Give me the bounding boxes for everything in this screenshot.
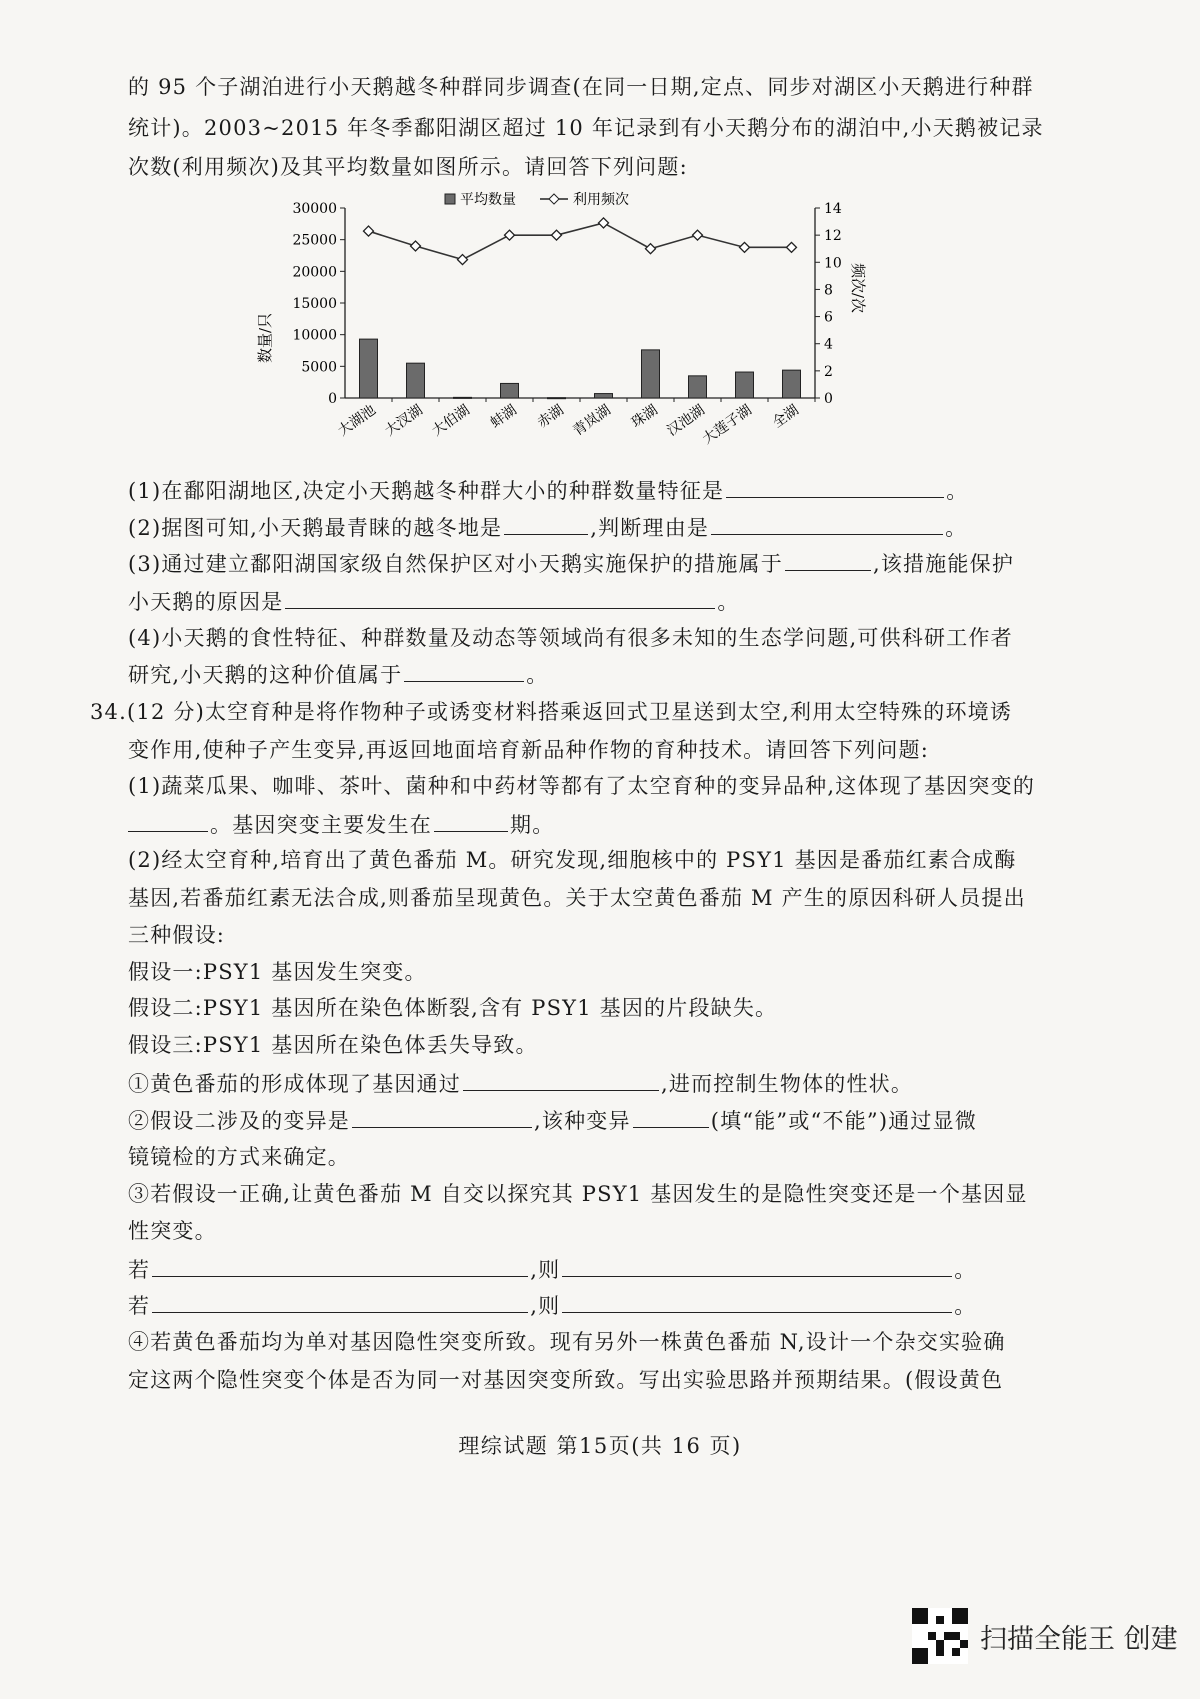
s1-answer-blank-2[interactable] [434, 809, 508, 832]
hypothesis-1: 假设一:PSY1 基因发生突变。 [128, 960, 427, 984]
problem-34-line-2: 变作用,使种子产生变异,再返回地面培育新品种作物的育种技术。请回答下列问题: [128, 738, 930, 762]
item-1-text-a: ①黄色番茄的形成体现了基因通过 [128, 1072, 461, 1096]
then-label-2: ,则 [530, 1294, 561, 1318]
item-1 [128, 1068, 1128, 1099]
x-tick-label: 大汊湖 [382, 402, 426, 440]
y2-tick-label: 14 [824, 201, 842, 217]
legend-bar-label: 平均数量 [460, 192, 516, 208]
x-tick-label: 青岚湖 [570, 402, 614, 440]
s1-text-c: 期。 [510, 813, 555, 837]
frequency-point [787, 242, 797, 252]
if-answer-blank-2[interactable] [152, 1290, 528, 1313]
y-tick-label: 0 [328, 391, 337, 407]
x-tick-label: 全湖 [769, 402, 802, 432]
qr-code-icon [912, 1608, 968, 1664]
bar [501, 383, 519, 398]
intro-line-2: 统计)。2003~2015 年冬季鄱阳湖区超过 10 年记录到有小天鹅分布的湖泊中,小天鹅被记录 [128, 116, 1044, 140]
frequency-point [740, 242, 750, 252]
sub-2-line-3: 三种假设: [128, 923, 226, 947]
frequency-point [646, 244, 656, 254]
intro-line-1: 的 95 个子湖泊进行小天鹅越冬种群同步调查(在同一日期,定点、同步对湖区小天鹅进行种群 [128, 75, 1034, 99]
q4-answer-blank[interactable] [404, 659, 524, 682]
frequency-point [458, 255, 468, 265]
s1-text-b: 。基因突变主要发生在 [210, 813, 432, 837]
y2-tick-label: 10 [824, 255, 842, 272]
item-2-line-2: 镜镜检的方式来确定。 [128, 1145, 350, 1169]
then-answer-blank-2[interactable] [562, 1290, 952, 1313]
q4-text-b: 研究,小天鹅的这种价值属于 [128, 663, 403, 687]
then-label-1: ,则 [530, 1258, 561, 1282]
q1-period: 。 [946, 479, 969, 503]
legend-line-marker [549, 194, 559, 204]
q2-text-a: (2)据图可知,小天鹅最青睐的越冬地是 [128, 516, 503, 540]
x-tick-label: 大湖池 [335, 402, 379, 440]
y2-tick-label: 4 [824, 336, 833, 353]
sub-2-line-1: (2)经太空育种,培育出了黄色番茄 M。研究发现,细胞核中的 PSY1 基因是番茄红素合成酶 [128, 848, 1017, 872]
y2-tick-label: 6 [824, 309, 833, 326]
q1-answer-blank[interactable] [726, 475, 944, 498]
q1-text: (1)在鄱阳湖地区,决定小天鹅越冬种群大小的种群数量特征是 [128, 479, 725, 503]
q3-period: 。 [717, 590, 740, 614]
q3-text-a: (3)通过建立鄱阳湖国家级自然保护区对小天鹅实施保护的措施属于 [128, 552, 783, 576]
q3-answer-blank-1[interactable] [785, 548, 871, 571]
question-3-line-1 [128, 548, 1128, 579]
q2-period: 。 [945, 516, 968, 540]
question-4-line-2 [128, 659, 1128, 690]
sub-2-line-2: 基因,若番茄红素无法合成,则番茄呈现黄色。关于太空黄色番茄 M 产生的原因科研人员提出 [128, 886, 1026, 910]
item-2-text-a: ②假设二涉及的变异是 [128, 1109, 350, 1133]
if-then-row-2 [128, 1290, 1128, 1321]
frequency-point [552, 230, 562, 240]
hypothesis-3: 假设三:PSY1 基因所在染色体丢失导致。 [128, 1033, 538, 1057]
x-tick-label: 大莲子湖 [699, 402, 755, 448]
item-1-text-b: ,进而控制生物体的性状。 [661, 1072, 914, 1096]
row-1-period: 。 [954, 1258, 977, 1282]
question-1 [128, 475, 1128, 506]
x-tick-label: 大伯湖 [429, 402, 473, 440]
bar [736, 372, 754, 398]
bar [642, 350, 660, 398]
scanner-watermark [912, 1606, 1178, 1666]
y2-tick-label: 8 [824, 282, 833, 299]
q3-answer-blank-2[interactable] [285, 586, 715, 609]
if-then-row-1 [128, 1254, 1128, 1285]
y2-tick-label: 12 [824, 228, 842, 245]
bar [783, 370, 801, 398]
item-4-line-2: 定这两个隐性突变个体是否为同一对基因突变所致。写出实验思路并预期结果。(假设黄色 [128, 1368, 1004, 1392]
x-tick-label: 蚌湖 [487, 402, 520, 432]
item-1-answer-blank[interactable] [463, 1068, 659, 1091]
intro-line-3: 次数(利用频次)及其平均数量如图所示。请回答下列问题: [128, 155, 688, 179]
bar [689, 376, 707, 398]
x-tick-label: 赤湖 [534, 402, 567, 432]
frequency-point [411, 241, 421, 251]
x-tick-label: 珠湖 [628, 402, 661, 432]
item-3-line-2: 性突变。 [128, 1219, 217, 1243]
page-footer: 理综试题 第15页(共 16 页) [458, 1434, 742, 1458]
bar [407, 363, 425, 398]
y-tick-label: 5000 [301, 359, 337, 376]
swan-chart [240, 188, 920, 488]
watermark-text: 扫描全能王 创建 [980, 1623, 1178, 1655]
bar [454, 397, 472, 398]
y-tick-label: 15000 [292, 296, 337, 312]
item-4-line-1: ④若黄色番茄均为单对基因隐性突变所致。现有另外一株黄色番茄 N,设计一个杂交实验确 [128, 1330, 1006, 1354]
q4-period: 。 [526, 663, 549, 687]
hypothesis-2: 假设二:PSY1 基因所在染色体断裂,含有 PSY1 基因的片段缺失。 [128, 996, 778, 1020]
frequency-line [369, 223, 792, 260]
bar [548, 398, 566, 399]
q3-text-c: 小天鹅的原因是 [128, 590, 284, 614]
q2-answer-blank-1[interactable] [504, 512, 588, 535]
y2-tick-label: 2 [824, 363, 833, 380]
if-answer-blank-1[interactable] [152, 1254, 528, 1277]
frequency-point [364, 226, 374, 236]
y-tick-label: 10000 [292, 327, 337, 344]
item-2-text-b: ,该种变异 [534, 1109, 631, 1133]
question-4-line-1: (4)小天鹅的食性特征、种群数量及动态等领域尚有很多未知的生态学问题,可供科研工作者 [128, 626, 1013, 650]
y-tick-label: 30000 [292, 201, 337, 217]
y-tick-label: 20000 [292, 264, 337, 281]
frequency-point [599, 218, 609, 228]
y-tick-label: 25000 [292, 232, 337, 249]
y-axis-label: 数量/只 [256, 312, 274, 363]
bar [360, 339, 378, 398]
q2-text-b: ,判断理由是 [590, 516, 710, 540]
chart-svg [240, 188, 920, 488]
q3-text-b: ,该措施能保护 [872, 552, 1015, 576]
sub-1-line-2 [128, 809, 1128, 840]
item-3-line-1: ③若假设一正确,让黄色番茄 M 自交以探究其 PSY1 基因发生的是隐性突变还是一个基因显 [128, 1182, 1028, 1206]
legend-bar-swatch [445, 194, 455, 204]
y2-axis-label: 频次/次 [849, 263, 867, 314]
frequency-point [505, 230, 515, 240]
y2-tick-label: 0 [824, 391, 833, 407]
item-2-text-c: (填“能”或“不能”)通过显微 [710, 1109, 978, 1133]
s1-answer-blank-1[interactable] [128, 809, 208, 832]
row-2-period: 。 [954, 1294, 977, 1318]
sub-1-line-1: (1)蔬菜瓜果、咖啡、茶叶、菌种和中药材等都有了太空育种的变异品种,这体现了基因突变的 [128, 774, 1036, 798]
bar [595, 394, 613, 398]
item-2-answer-blank-1[interactable] [352, 1105, 532, 1128]
q2-answer-blank-2[interactable] [711, 512, 943, 535]
problem-34-line-1: 34.(12 分)太空育种是将作物种子或诱变材料搭乘返回式卫星送到太空,利用太空特殊的环境诱 [90, 700, 1013, 724]
item-2-answer-blank-2[interactable] [633, 1105, 709, 1128]
if-label-2: 若 [128, 1294, 151, 1318]
item-2-line-1 [128, 1105, 1128, 1136]
frequency-point [693, 230, 703, 240]
x-tick-label: 汉池湖 [664, 402, 708, 440]
legend-line-label: 利用频次 [573, 192, 629, 208]
then-answer-blank-1[interactable] [562, 1254, 952, 1277]
question-2 [128, 512, 1128, 543]
question-3-line-2 [128, 586, 1128, 617]
if-label-1: 若 [128, 1258, 151, 1282]
